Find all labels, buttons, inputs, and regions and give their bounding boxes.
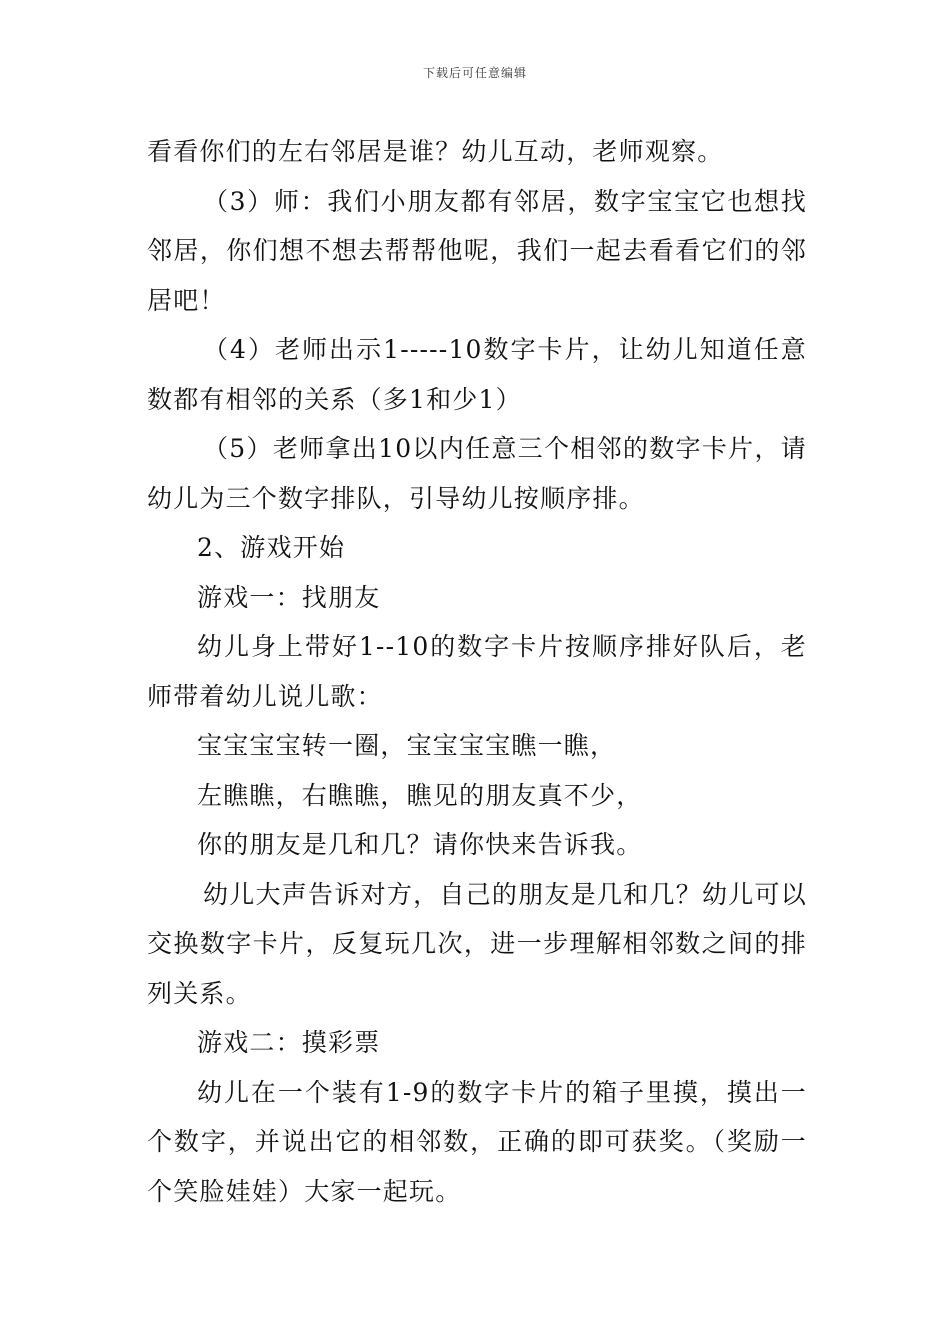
section-heading-game-start: 2、游戏开始 [197,533,346,562]
rhyme-line-2: 左瞧瞧，右瞧瞧，瞧见的朋友真不少， [197,780,643,810]
page-header: 下载后可任意编辑 [422,66,527,80]
paragraph-step-5: （5）老师拿出10以内任意三个相邻的数字卡片，请幼儿为三个数字排队，引导幼儿按顺序排。 [147,434,807,513]
document-body [147,127,807,1216]
game-two-description: 幼儿在一个装有1-9的数字卡片的箱子里摸，摸出一个数字，并说出它的相邻数，正确的即可获奖。（奖励一个笑脸娃娃）大家一起玩。 [147,1077,807,1206]
paragraph-step-3: （3）师：我们小朋友都有邻居，数字宝宝它也想找邻居，你们想不想去帮帮他呢，我们一起去看看它们的邻居吧！ [147,186,807,315]
game-two-title: 游戏二：摸彩票 [197,1028,381,1057]
paragraph-continuation: 看看你们的左右邻居是谁？幼儿互动，老师观察。 [147,137,724,166]
game-one-followup: 幼儿大声告诉对方，自己的朋友是几和几？幼儿可以交换数字卡片，反复玩几次，进一步理解相邻数之间的排列关系。 [147,879,807,1008]
paragraph-step-4: （4）老师出示1-----10数字卡片，让幼儿知道任意数都有相邻的关系（多1和少1） [147,335,807,414]
rhyme-line-1: 宝宝宝宝转一圈，宝宝宝宝瞧一瞧， [197,731,617,760]
game-one-title: 游戏一：找朋友 [197,582,381,612]
game-one-description: 幼儿身上带好1--10的数字卡片按顺序排好队后，老师带着幼儿说儿歌： [147,632,807,711]
rhyme-line-3: 你的朋友是几和几？请你快来告诉我。 [197,830,643,859]
